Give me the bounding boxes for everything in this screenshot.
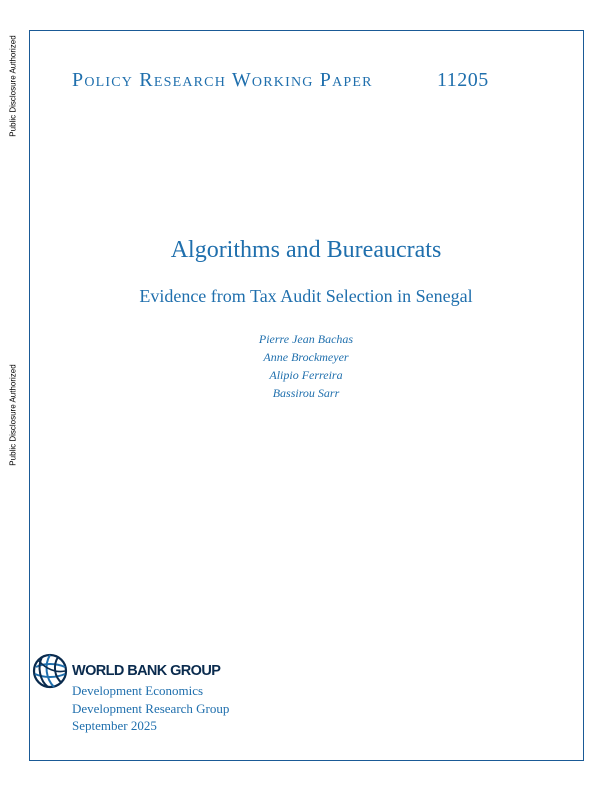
- series-title: Policy Research Working Paper: [72, 69, 373, 91]
- publication-date: September 2025: [72, 718, 157, 733]
- author-name: Anne Brockmeyer: [263, 350, 349, 364]
- paper-subtitle: Evidence from Tax Audit Selection in Senegal: [139, 286, 473, 306]
- author-name: Bassirou Sarr: [272, 386, 340, 400]
- disclosure-label-middle-text: Public Disclosure Authorized: [8, 364, 18, 466]
- department-line: Development Economics: [72, 683, 204, 698]
- author-list: [0, 330, 612, 402]
- logo-wordmark: WORLD BANK GROUP: [72, 663, 221, 679]
- paper-number: 11205: [437, 69, 489, 91]
- author-name: Alipio Ferreira: [269, 368, 343, 382]
- research-group-line: Development Research Group: [72, 700, 230, 716]
- author-name: Pierre Jean Bachas: [258, 332, 354, 346]
- publisher-info: [72, 682, 229, 735]
- paper-title: Algorithms and Bureaucrats: [170, 237, 442, 263]
- disclosure-label-top-text: Public Disclosure Authorized: [8, 35, 18, 137]
- globe-icon: [32, 653, 68, 689]
